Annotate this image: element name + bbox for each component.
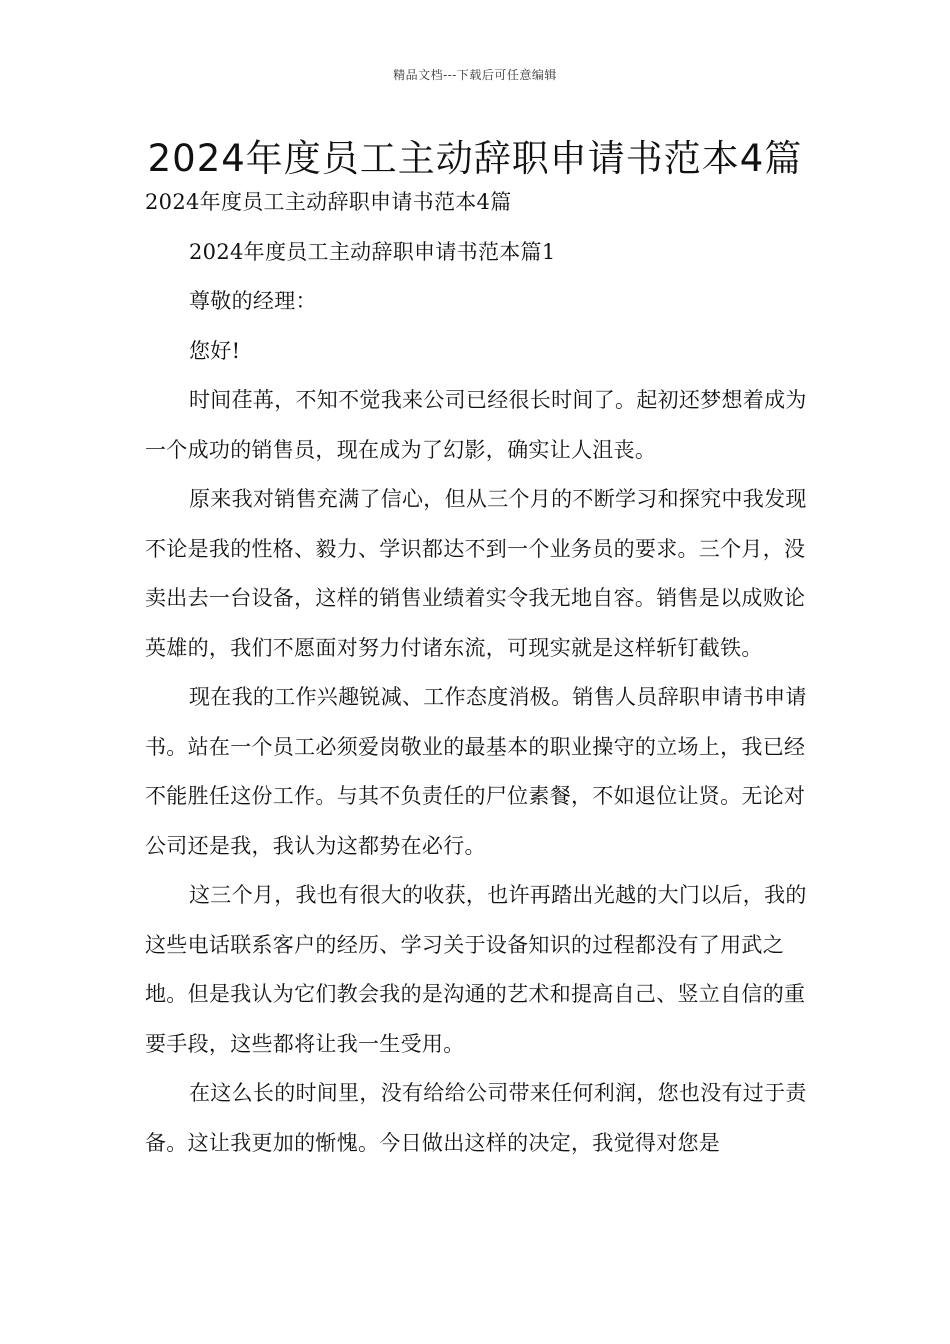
body-paragraph: 在这么长的时间里，没有给给公司带来任何利润，您也没有过于责备。这让我更加的惭愧。今日做出这样的决定，我觉得对您是 [145,1081,807,1155]
document-title: 2024年度员工主动辞职申请书范本4篇 [147,137,803,180]
body-paragraph: 现在我的工作兴趣锐减、工作态度消极。销售人员辞职申请书申请书。站在一个员工必须爱岗敬业的最基本的职业操守的立场上，我已经不能胜任这份工作。与其不负责任的尸位素餐，不如退位让贤。无论对公司还是我，我认为这都势在必行。 [145,685,807,858]
body-paragraph: 这三个月，我也有很大的收获，也许再踏出光越的大门以后，我的这些电话联系客户的经历、学习关于设备知识的过程都没有了用武之地。但是我认为它们教会我的是沟通的艺术和提高自己、竖立自信的重要手段，这些都将让我一生受用。 [145,883,807,1056]
section-heading: 2024年度员工主动辞职申请书范本篇1 [189,239,556,264]
header-note: 精品文档---下载后可任意编辑 [393,68,557,82]
document-body [145,178,810,1168]
subtitle-line: 2024年度员工主动辞职申请书范本4篇 [145,190,512,214]
salutation: 尊敬的经理： [189,289,317,313]
body-paragraph: 原来我对销售充满了信心，但从三个月的不断学习和探究中我发现不论是我的性格、毅力、学识都达不到一个业务员的要求。三个月，没卖出去一台设备，这样的销售业绩着实令我无地自容。销售是以成败论英雄的，我们不愿面对努力付诸东流，可现实就是这样斩钉截铁。 [145,487,807,660]
greeting: 您好! [189,338,241,363]
body-paragraph: 时间荏苒，不知不觉我来公司已经很长时间了。起初还梦想着成为一个成功的销售员，现在成为了幻影，确实让人沮丧。 [145,388,807,462]
